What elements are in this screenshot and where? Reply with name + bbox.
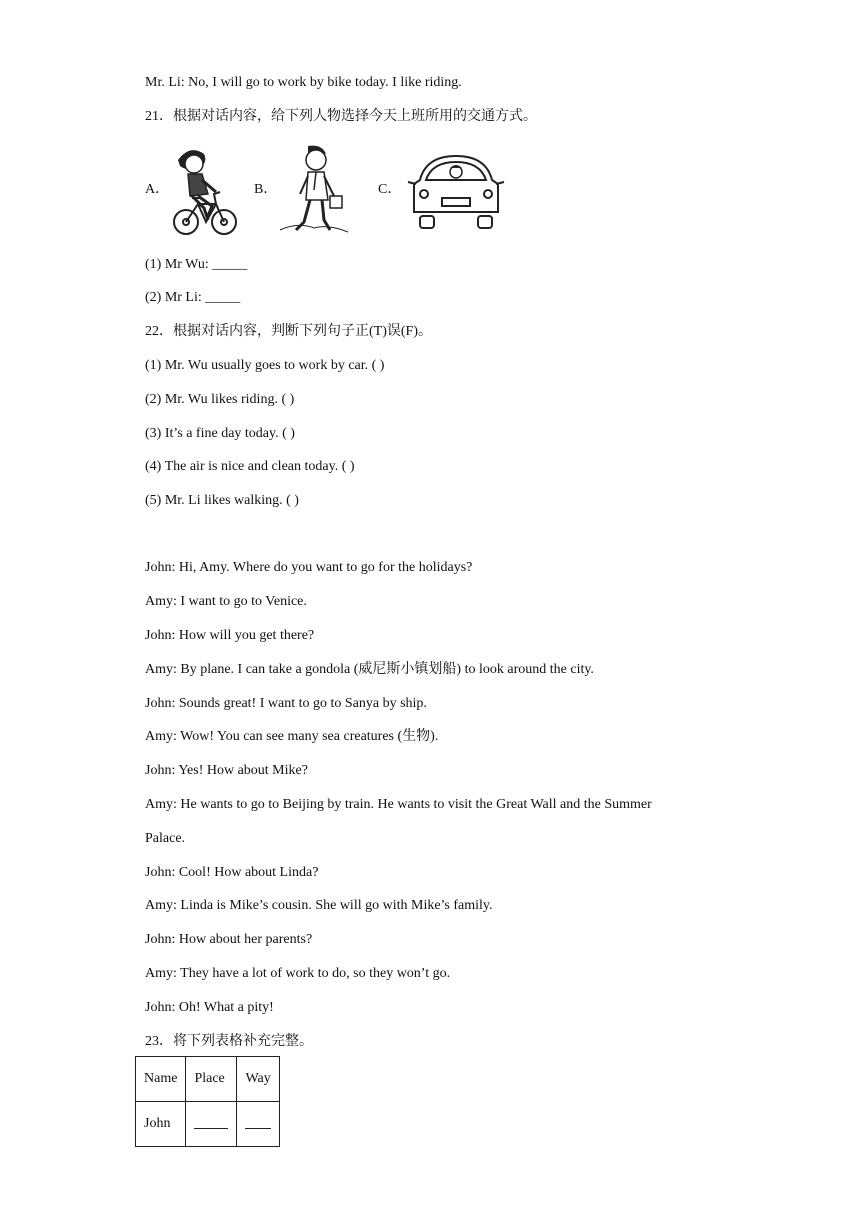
dialogue-line: Palace. (145, 831, 186, 846)
answer-2-mr-li: (2) Mr Li: _____ (145, 290, 241, 305)
bicycle-rider-icon (168, 142, 240, 238)
table-header: Name (136, 1057, 186, 1102)
table-header-row (136, 1057, 280, 1102)
question-23: 23．将下列表格补充完整。 (145, 1034, 313, 1049)
table-header: Way (237, 1057, 280, 1102)
option-a-label: A． (145, 182, 170, 197)
answer-1-mr-wu: (1) Mr Wu: _____ (145, 257, 248, 272)
dialogue-line: John: How about her parents? (145, 932, 313, 947)
dialogue-line: Amy: They have a lot of work to do, so they won’t go. (145, 966, 451, 981)
tf-item-3: (3) It’s a fine day today. ( ) (145, 426, 295, 441)
dialogue-line: John: How will you get there? (145, 628, 315, 643)
dialogue-line: John: Yes! How about Mike? (145, 763, 308, 778)
dialogue-line: John: Sounds great! I want to go to Sanya by ship. (145, 696, 427, 711)
table-row (136, 1102, 280, 1147)
table-cell-way-blank[interactable] (237, 1102, 280, 1147)
dialogue-line: Amy: He wants to go to Beijing by train. He wants to visit the Great Wall and the Summer (145, 797, 652, 812)
dialogue-line: John: Cool! How about Linda? (145, 865, 319, 880)
option-b-label: B． (254, 182, 278, 197)
question-21: 21．根据对话内容，给下列人物选择今天上班所用的交通方式。 (145, 109, 537, 124)
dialogue-line-li: Mr. Li: No, I will go to work by bike today. I like riding. (145, 75, 462, 90)
car-driver-icon (406, 150, 506, 232)
walking-person-icon (278, 142, 350, 238)
table-header: Place (186, 1057, 237, 1102)
dialogue-line: John: Oh! What a pity! (145, 1000, 274, 1015)
dialogue-line: Amy: Wow! You can see many sea creatures (生物). (145, 729, 439, 744)
tf-item-1: (1) Mr. Wu usually goes to work by car. ( ) (145, 358, 385, 373)
tf-item-5: (5) Mr. Li likes walking. ( ) (145, 493, 299, 508)
option-c-label: C． (378, 182, 402, 197)
dialogue-line: Amy: By plane. I can take a gondola (威尼斯小镇划船) to look around the city. (145, 662, 594, 677)
dialogue-line: Amy: Linda is Mike’s cousin. She will go with Mike’s family. (145, 898, 493, 913)
question-22: 22．根据对话内容，判断下列句子正(T)误(F)。 (145, 324, 432, 339)
dialogue-line: John: Hi, Amy. Where do you want to go for the holidays? (145, 560, 473, 575)
tf-item-4: (4) The air is nice and clean today. ( ) (145, 459, 355, 474)
table-cell-name: John (136, 1102, 186, 1147)
table-cell-place-blank[interactable] (186, 1102, 237, 1147)
answer-table (135, 1056, 280, 1147)
tf-item-2: (2) Mr. Wu likes riding. ( ) (145, 392, 295, 407)
dialogue-line: Amy: I want to go to Venice. (145, 594, 307, 609)
